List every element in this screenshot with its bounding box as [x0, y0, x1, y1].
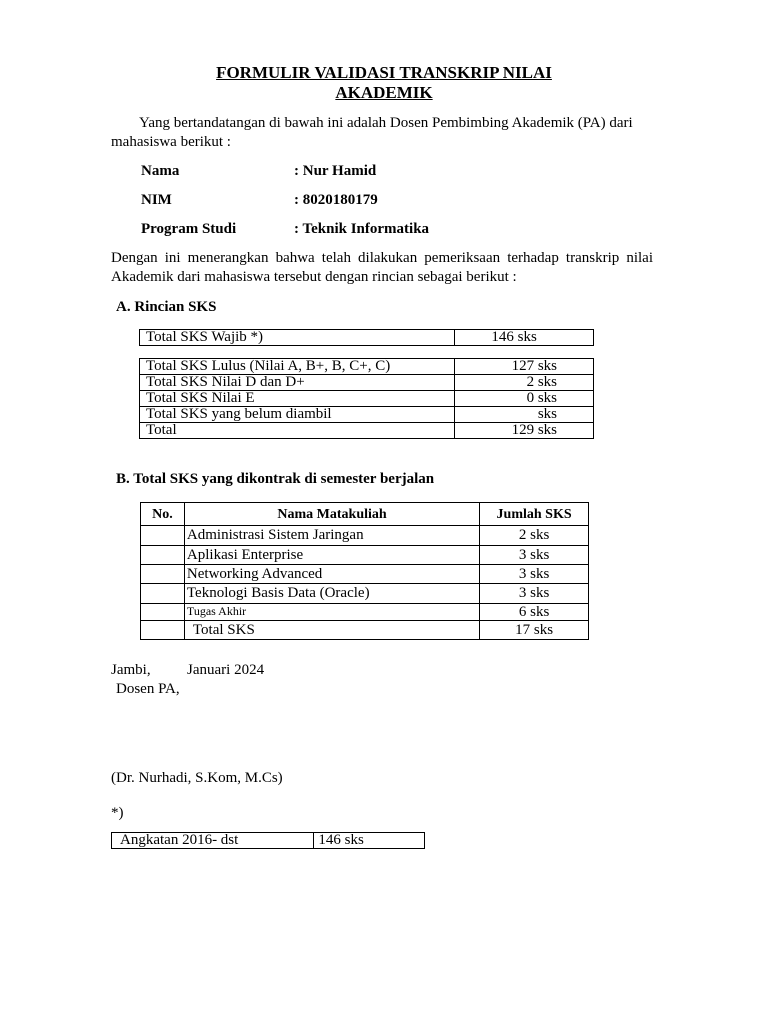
table-row: [141, 565, 589, 584]
footnote-table: [111, 832, 425, 849]
footnote-label: Angkatan 2016- dst: [112, 833, 314, 849]
document-title-line2: AKADEMIK: [335, 83, 433, 102]
rincian-value: 2 sks: [455, 375, 594, 391]
rincian-total-value: 129 sks: [455, 423, 594, 439]
rincian-value: 0 sks: [455, 391, 594, 407]
table-row: [140, 391, 594, 407]
intro-text-second-line: mahasiswa berikut :: [111, 134, 231, 150]
course-sks: 6 sks: [480, 604, 589, 621]
header-no: No.: [141, 503, 185, 526]
field-label-program-studi: Program Studi: [141, 221, 237, 237]
field-label-nama: Nama: [141, 163, 180, 179]
table-row: [112, 833, 425, 849]
course-table: [140, 502, 589, 640]
table-spacer: [140, 346, 594, 359]
table-row: [140, 330, 594, 346]
course-no: [141, 621, 185, 640]
signature-role: Dosen PA,: [116, 681, 180, 697]
sks-summary-table: [139, 329, 594, 439]
table-row: [141, 584, 589, 604]
rincian-label: Total SKS yang belum diambil: [140, 407, 455, 423]
course-no: [141, 565, 185, 584]
course-no: [141, 584, 185, 604]
rincian-value: 127 sks: [455, 359, 594, 375]
rincian-label: Total SKS Nilai D dan D+: [140, 375, 455, 391]
table-header-row: [141, 503, 589, 526]
table-row: [141, 621, 589, 640]
section-a-heading: A. Rincian SKS: [116, 299, 217, 315]
field-label-nim: NIM: [141, 192, 172, 208]
field-value-nim: : 8020180179: [294, 192, 378, 208]
rincian-label: Total SKS Nilai E: [140, 391, 455, 407]
course-name: Tugas Akhir: [184, 604, 479, 621]
rincian-value: sks: [455, 407, 594, 423]
header-jumlah-sks: Jumlah SKS: [480, 503, 589, 526]
table-row: [141, 546, 589, 565]
course-name: Teknologi Basis Data (Oracle): [184, 584, 479, 604]
field-value-nama: : Nur Hamid: [294, 163, 377, 179]
table-row: [140, 359, 594, 375]
course-sks: 3 sks: [480, 565, 589, 584]
rincian-total-label: Total: [140, 423, 455, 439]
table-row: [141, 604, 589, 621]
course-total-label: Total SKS: [184, 621, 479, 640]
course-total-value: 17 sks: [480, 621, 589, 640]
course-no: [141, 604, 185, 621]
course-name: Administrasi Sistem Jaringan: [184, 526, 479, 546]
footnote-marker: *): [111, 805, 124, 821]
signature-place: Jambi,: [111, 662, 151, 678]
wajib-label: Total SKS Wajib *): [140, 330, 455, 346]
intro-text-first-line: Yang bertandatangan di bawah ini adalah Dosen Pembimbing Akademik (PA) dari: [139, 115, 633, 131]
statement-line1: Dengan ini menerangkan bahwa telah dilakukan pemeriksaan terhadap transkrip nilai: [111, 250, 653, 266]
signature-name: (Dr. Nurhadi, S.Kom, M.Cs): [111, 770, 283, 786]
course-no: [141, 526, 185, 546]
course-sks: 2 sks: [480, 526, 589, 546]
footnote-value: 146 sks: [314, 833, 425, 849]
course-no: [141, 546, 185, 565]
course-sks: 3 sks: [480, 546, 589, 565]
section-b-heading: B. Total SKS yang dikontrak di semester berjalan: [116, 471, 435, 487]
table-row: [140, 407, 594, 423]
header-nama-matakuliah: Nama Matakuliah: [184, 503, 479, 526]
wajib-value: 146 sks: [455, 330, 594, 346]
rincian-label: Total SKS Lulus (Nilai A, B+, B, C+, C): [140, 359, 455, 375]
signature-date: Januari 2024: [187, 662, 265, 678]
table-row: [141, 526, 589, 546]
table-row: [140, 423, 594, 439]
document-title-line1: FORMULIR VALIDASI TRANSKRIP NILAI: [216, 63, 552, 82]
field-value-program-studi: : Teknik Informatika: [294, 221, 430, 237]
course-name: Aplikasi Enterprise: [184, 546, 479, 565]
table-row: [140, 375, 594, 391]
statement-line2: Akademik dari mahasiswa tersebut dengan rincian sebagai berikut :: [111, 269, 517, 285]
course-name: Networking Advanced: [184, 565, 479, 584]
course-sks: 3 sks: [480, 584, 589, 604]
